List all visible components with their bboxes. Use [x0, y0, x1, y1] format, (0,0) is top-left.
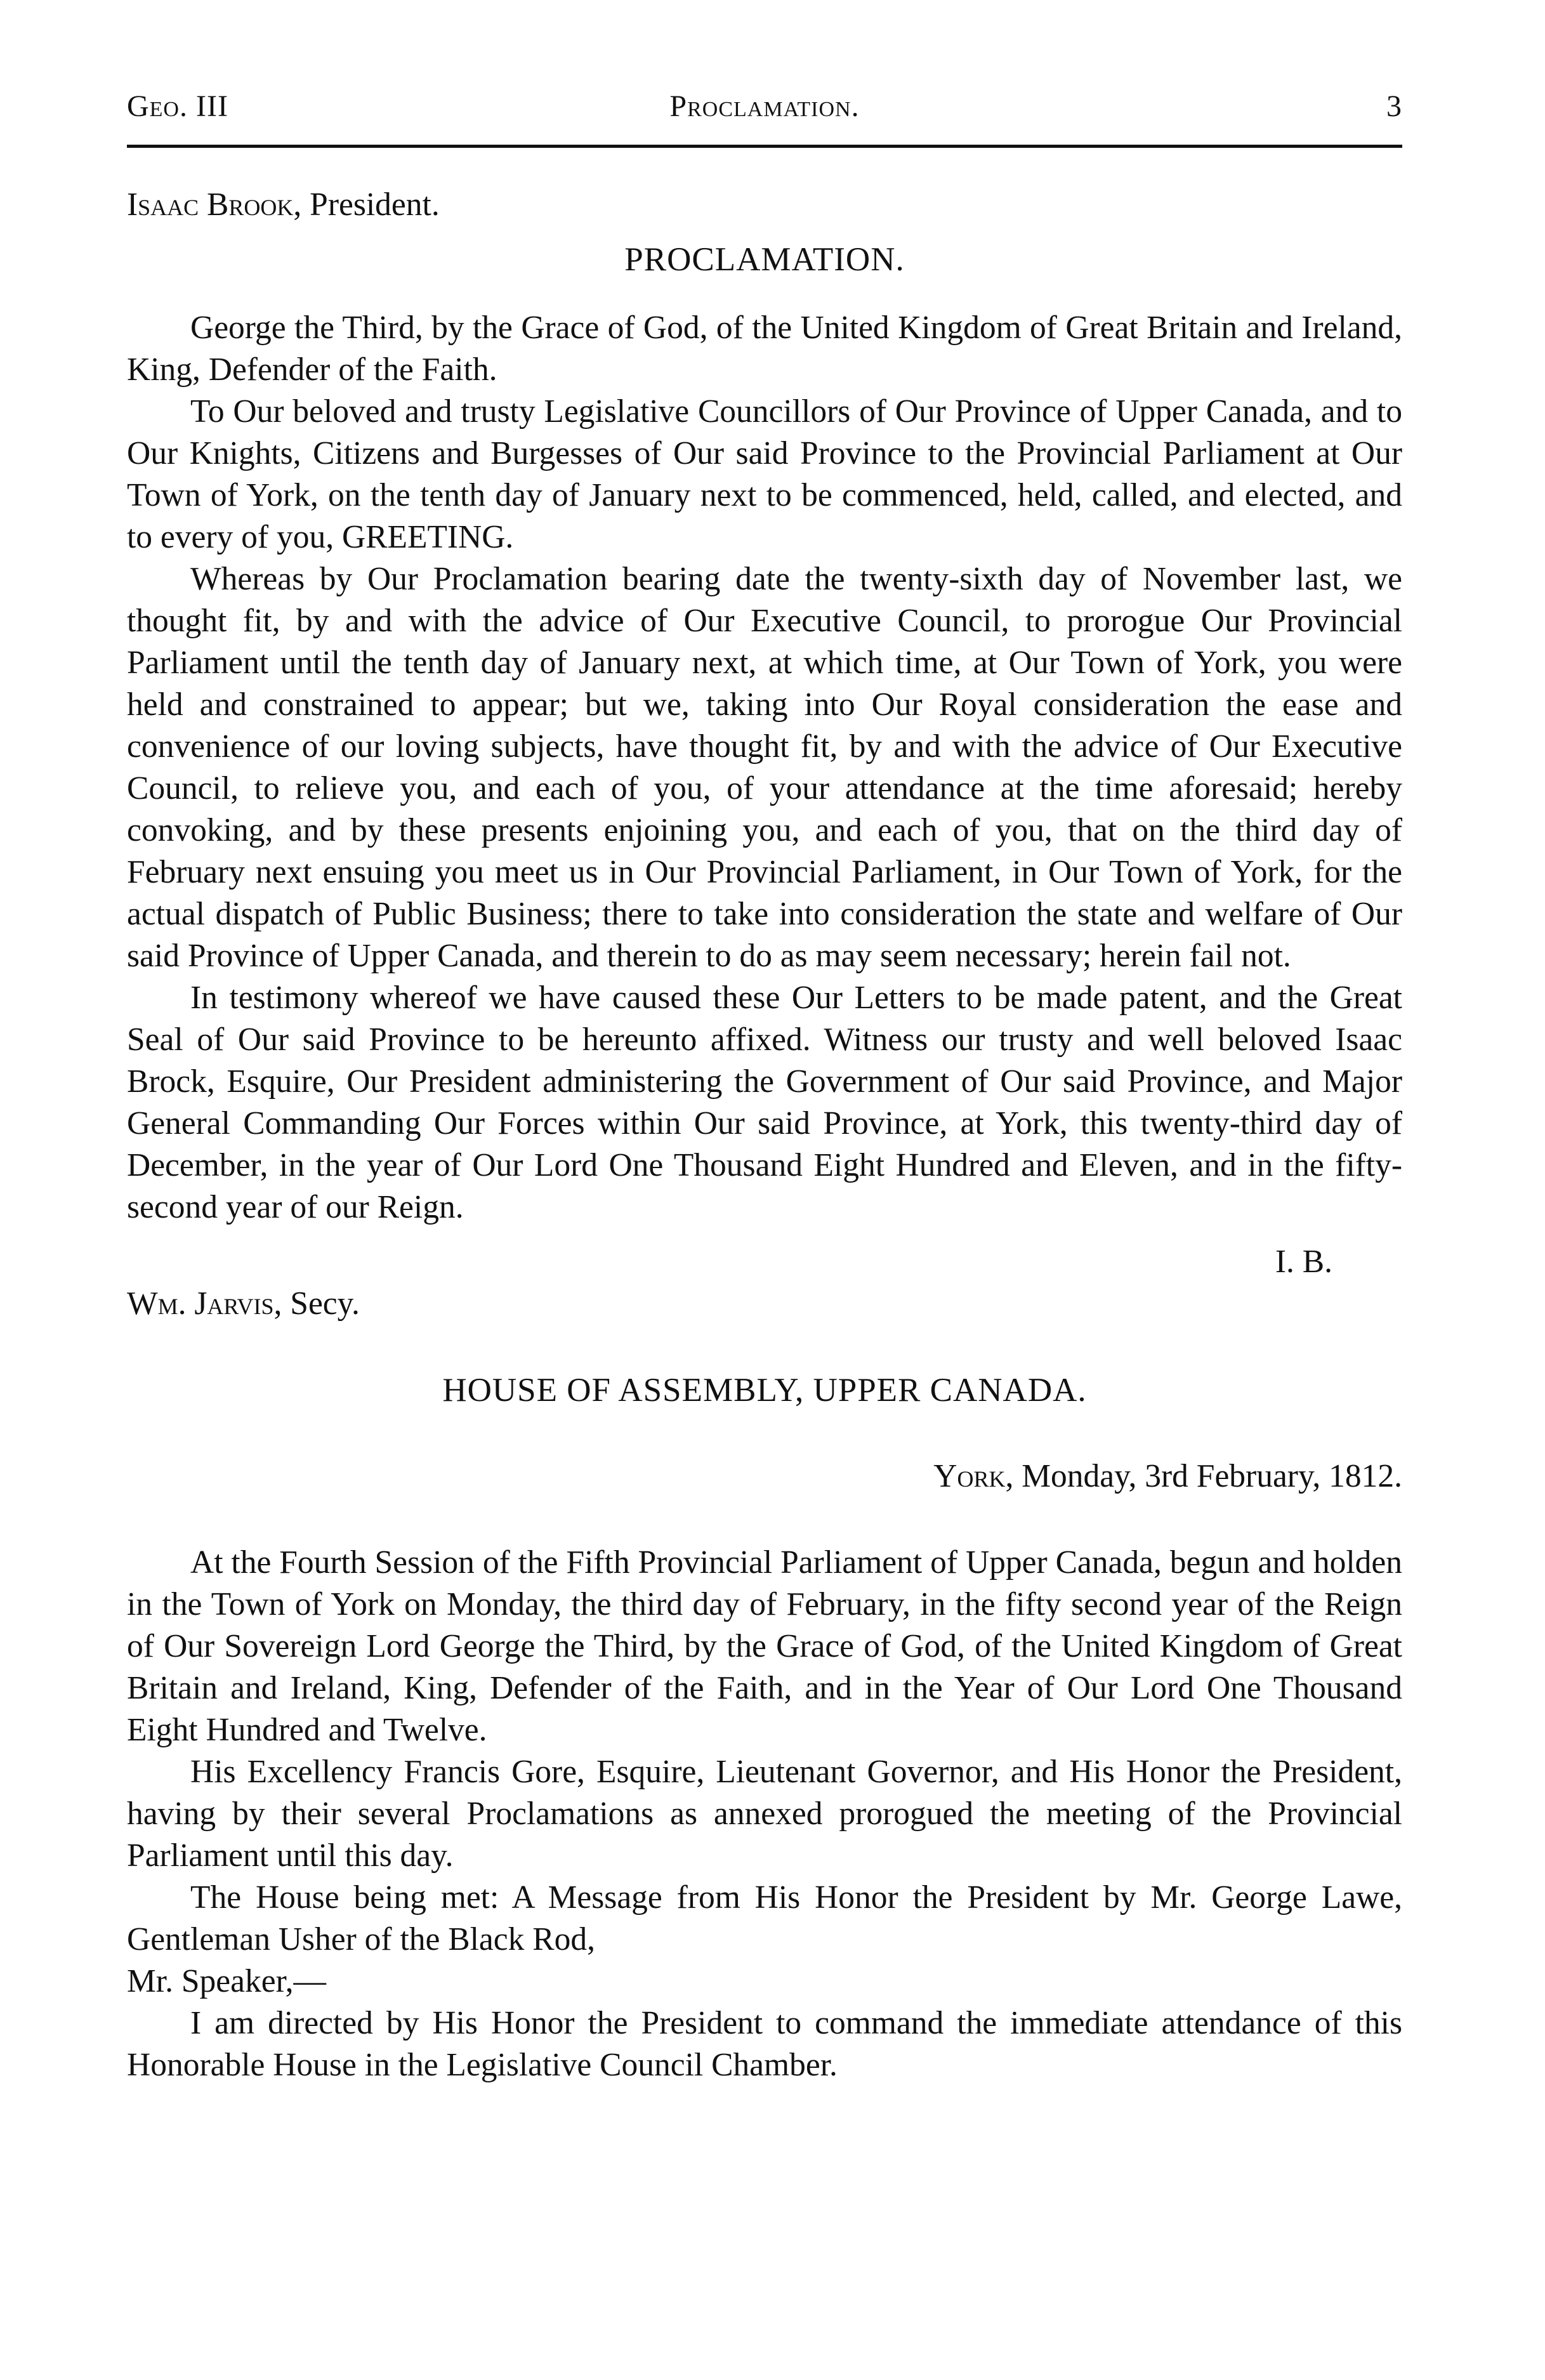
proclamation-testimony: In testimony whereof we have caused these Our Letters to be made patent, and the Great Seal of Our said Province to be hereunto affixed. Witness our trusty and well beloved Isaac Brock, Esquire, Our President administering the Government of Our said Province, and Major General Commanding Our Forces within Our said Province, at York, this twenty-third day of December, in the year of Our Lord One Thousand Eight Hundred and Eleven, and in the fifty-second year of our Reign. — [127, 980, 1402, 1225]
proclamation-address: To Our beloved and trusty Legislative Councillors of Our Province of Upper Canada, and to Our Knights, Citizens and Burgesses of Our said Province to the Provincial Parliament at Our Town of York, on the tenth day of January next to be commenced, held, called, and elected, and to every of you, GREETING. — [127, 393, 1402, 555]
signature-initials: I. B. — [1275, 1244, 1332, 1280]
assembly-date — [127, 1456, 1402, 1497]
running-head-title: Proclamation. — [669, 89, 860, 123]
proclamation-salutation: George the Third, by the Grace of God, of the United Kingdom of Great Britain and Ireland, King, Defender of the Faith. — [127, 310, 1402, 388]
header-rule — [127, 145, 1402, 148]
president-title: President. — [310, 187, 440, 223]
assembly-date-rest: Monday, 3rd February, 1812. — [1022, 1458, 1402, 1494]
prorogued-paragraph: His Excellency Francis Gore, Esquire, Lieutenant Governor, and His Honor the President, having by their several Proclamations as annexed prorogued the meeting of the Provincial Parliament until this day. — [127, 1754, 1402, 1874]
proclamation-whereas: Whereas by Our Proclamation bearing date the twenty-sixth day of November last, we thought fit, by and with the advice of Our Executive Council, to prorogue Our Provincial Parliament until the tenth day of January next, at which time, at Our Town of York, you were held and constrained to appear; but we, taking into Our Royal consideration the ease and convenience of our loving subjects, have thought fit, by and with the advice of Our Executive Council, to relieve you, and each of you, of your attendance at the time aforesaid; hereby convoking, and by these presents enjoining you, and each of you, that on the third day of February next ensuing you meet us in Our Provincial Parliament, in Our Town of York, for the actual dispatch of Public Business; there to take into consideration the state and welfare of Our said Province of Upper Canada, and therein to do as may seem necessary; herein fail not. — [127, 561, 1402, 974]
assembly-heading: HOUSE OF ASSEMBLY, UPPER CANADA. — [442, 1372, 1087, 1409]
directed-paragraph: I am directed by His Honor the President to command the immediate attendance of this Honorable House in the Legislative Council Chamber. — [127, 2005, 1402, 2083]
speaker-address: Mr. Speaker,— — [127, 1963, 327, 1999]
proclamation-heading: PROCLAMATION. — [624, 241, 905, 278]
running-head — [127, 89, 1402, 140]
assembly-date-place: York, — [933, 1458, 1014, 1494]
running-head-reign: Geo. III — [127, 89, 228, 123]
message-paragraph: The House being met: A Message from His Honor the President by Mr. George Lawe, Gentleman Usher of the Black Rod, — [127, 1879, 1402, 1957]
president-line — [127, 184, 1402, 226]
secretary-name: Wm. Jarvis, — [127, 1285, 282, 1322]
secretary-line — [127, 1283, 1402, 1325]
page-number: 3 — [1386, 89, 1402, 123]
secretary-title: Secy. — [290, 1285, 360, 1322]
document-body — [127, 184, 1402, 2086]
president-name: Isaac Brook, — [127, 187, 302, 223]
session-paragraph: At the Fourth Session of the Fifth Provincial Parliament of Upper Canada, begun and holden in the Town of York on Monday, the third day of February, in the fifty second year of the Reign of Our Sovereign Lord George the Third, by the Grace of God, of the United Kingdom of Great Britain and Ireland, King, Defender of the Faith, and in the Year of Our Lord One Thousand Eight Hundred and Twelve. — [127, 1544, 1402, 1748]
